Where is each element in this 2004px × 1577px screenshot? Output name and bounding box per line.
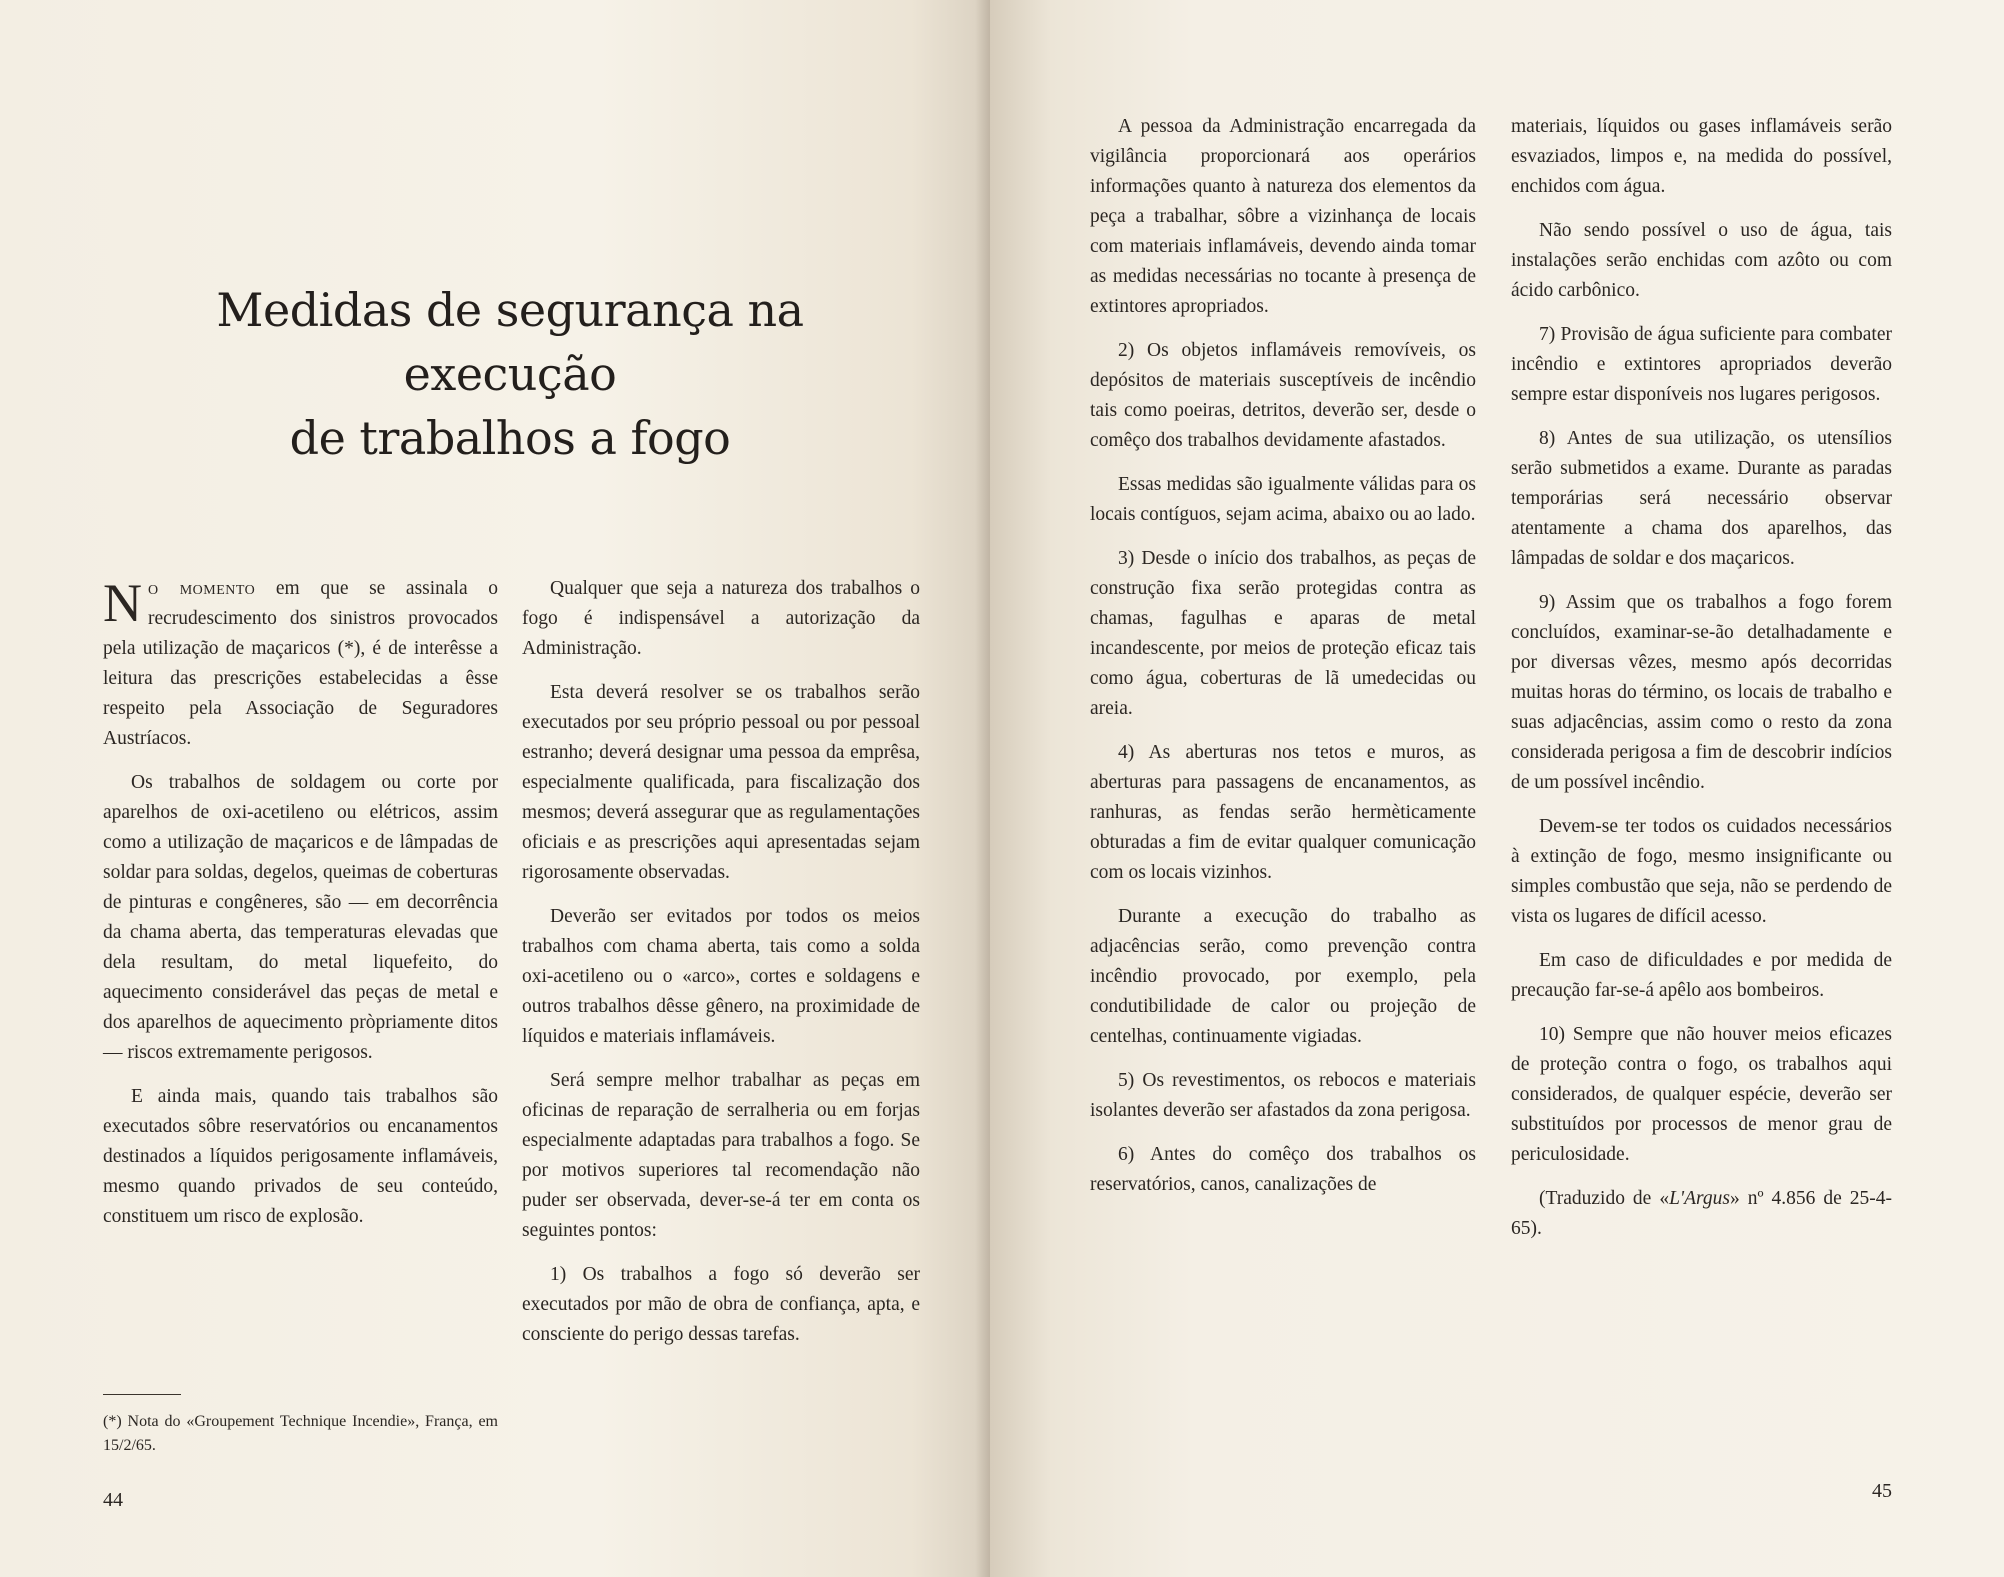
right-column-2 <box>1511 112 1892 1258</box>
title-line-2: de trabalhos a fogo <box>289 411 731 465</box>
paragraph: 2) Os objetos inflamáveis removíveis, os depósitos de materiais susceptíveis de incêndio tais como poeiras, detritos, deverão ser, desde o comêço dos trabalhos devidamente afastados. <box>1090 340 1476 451</box>
intro-lead: o momento <box>148 578 256 599</box>
paragraph: Não sendo possível o uso de água, tais instalações serão enchidas com azôto ou com ácido carbônico. <box>1511 220 1892 301</box>
paragraph: Será sempre melhor trabalhar as peças em oficinas de reparação de serralheria ou em forjas especialmente adaptadas para trabalhos a fogo. Se por motivos superiores tal recomendação não puder ser observada, dever-se-á ter em conta os seguintes pontos: <box>522 1070 920 1241</box>
paragraph: Esta deverá resolver se os trabalhos serão executados por seu próprio pessoal ou por pessoal estranho; deverá designar uma pessoa da emprêsa, especialmente qualificada, para fiscalização dos mesmos; deverá assegurar que as regulamentações oficiais e as prescrições aqui apresentadas sejam rigorosamente observadas. <box>522 682 920 883</box>
paragraph: Qualquer que seja a natureza dos trabalhos o fogo é indispensável a autorização da Administração. <box>522 578 920 659</box>
paragraph: A pessoa da Administração encarregada da vigilância proporcionará aos operários informações quanto à natureza dos elementos da peça a trabalhar, sôbre a vizinhança de locais com materiais inflamáveis, devendo ainda tomar as medidas necessárias no tocante à presença de extintores apropriados. <box>1090 116 1476 317</box>
footnote-rule <box>103 1394 181 1395</box>
paragraph: Deverão ser evitados por todos os meios trabalhos com chama aberta, tais como a solda oxi-acetileno ou o «arco», cortes e soldagens e outros trabalhos dêsse gênero, na proximidade de líquidos e materiais inflamáveis. <box>522 906 920 1047</box>
right-column-1 <box>1090 112 1476 1214</box>
paragraph: materiais, líquidos ou gases inflamáveis serão esvaziados, limpos e, na medida do possível, enchidos com água. <box>1511 116 1892 197</box>
paragraph: 3) Desde o início dos trabalhos, as peças de construção fixa serão protegidas contra as chamas, fagulhas e aparas de metal incandescente, por meios de proteção eficaz tais como água, coberturas de lã umedecidas ou areia. <box>1090 548 1476 719</box>
credit-prefix: (Traduzido de « <box>1539 1188 1670 1209</box>
paragraph: Os trabalhos de soldagem ou corte por aparelhos de oxi-acetileno ou elétricos, assim como a utilização de maçaricos e de lâmpadas de soldar para soldas, degelos, queimas de coberturas de pinturas e congêneres, são — em decorrência da chama aberta, das temperaturas elevadas que dela resultam, do metal liquefeito, do aquecimento considerável das peças de metal e dos aparelhos de aquecimento pròpriamente ditos — riscos extremamente perigosos. <box>103 772 498 1063</box>
paragraph: 10) Sempre que não houver meios eficazes de proteção contra o fogo, os trabalhos aqui considerados, de qualquer espécie, deverão ser substituídos por processos de menor grau de periculosidade. <box>1511 1024 1892 1165</box>
article-title <box>150 278 870 470</box>
paragraph: 8) Antes de sua utilização, os utensílios serão submetidos a exame. Durante as paradas temporárias será necessário observar atentamente a chama dos aparelhos, das lâmpadas de soldar e dos maçaricos. <box>1511 428 1892 569</box>
paragraph: 4) As aberturas nos tetos e muros, as aberturas para passagens de encanamentos, as ranhuras, as fendas serão hermèticamente obturadas a fim de evitar qualquer comunicação com os locais vizinhos. <box>1090 742 1476 883</box>
paragraph: 1) Os trabalhos a fogo só deverão ser executados por mão de obra de confiança, apta, e consciente do perigo dessas tarefas. <box>522 1264 920 1345</box>
credit-suffix: » nº 4.856 de 25-4-65). <box>1511 1188 1892 1239</box>
paragraph: Em caso de dificuldades e por medida de precaução far-se-á apêlo aos bombeiros. <box>1511 950 1892 1001</box>
page-number-left: 44 <box>103 1489 123 1511</box>
paragraph: 6) Antes do comêço dos trabalhos os reservatórios, canos, canalizações de <box>1090 1144 1476 1195</box>
paragraph: 5) Os revestimentos, os rebocos e materiais isolantes deverão ser afastados da zona perigosa. <box>1090 1070 1476 1121</box>
intro-text: em que se assinala o recrudescimento dos sinistros provocados pela utilização de maçaricos (*), é de interêsse a leitura das prescrições estabelecidas a êsse respeito pela Associação de Seguradores Austríacos. <box>103 578 498 749</box>
paragraph: Durante a execução do trabalho as adjacências serão, como prevenção contra incêndio provocado, por exemplo, pela condutibilidade de calor ou projeção de centelhas, continuamente vigiadas. <box>1090 906 1476 1047</box>
paragraph: Essas medidas são igualmente válidas para os locais contíguos, sejam acima, abaixo ou ao lado. <box>1090 474 1476 525</box>
title-line-1: Medidas de segurança na execução <box>216 283 804 401</box>
paragraph: 9) Assim que os trabalhos a fogo forem concluídos, examinar-se-ão detalhadamente e por diversas vêzes, mesmo após decorridas muitas horas do término, os locais de trabalho e suas adjacências, assim como o resto da zona considerada perigosa a fim de descobrir indícios de um possível incêndio. <box>1511 592 1892 793</box>
paragraph: E ainda mais, quando tais trabalhos são executados sôbre reservatórios ou encanamentos destinados a líquidos perigosamente inflamáveis, mesmo quando privados de seu conteúdo, constituem um risco de explosão. <box>103 1086 498 1227</box>
left-column-2 <box>522 574 920 1364</box>
paragraph: 7) Provisão de água suficiente para combater incêndio e extintores apropriados deverão sempre estar disponíveis nos lugares perigosos. <box>1511 324 1892 405</box>
drop-cap: N <box>103 573 142 633</box>
right-page <box>990 0 2004 1577</box>
page-number-right: 45 <box>1872 1480 1892 1502</box>
credit-source: L'Argus <box>1669 1188 1730 1209</box>
paragraph: Devem-se ter todos os cuidados necessários à extinção de fogo, mesmo insignificante ou simples combustão que seja, não se perdendo de vista os lugares de difícil acesso. <box>1511 816 1892 927</box>
footnote: (*) Nota do «Groupement Technique Incendie», França, em 15/2/65. <box>103 1413 498 1454</box>
translation-credit <box>1511 1184 1892 1244</box>
left-column-1 <box>103 574 498 1246</box>
left-page <box>0 0 990 1577</box>
intro-paragraph <box>103 574 498 754</box>
